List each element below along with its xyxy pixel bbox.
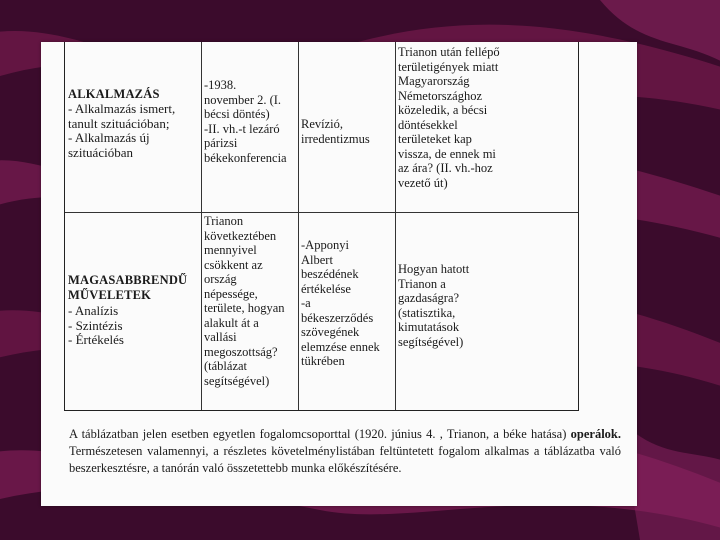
explanatory-note [69,426,621,477]
row1-concepts: Revízió, irredentizmus [301,117,370,146]
row-divider [65,212,578,213]
column-divider [201,42,202,410]
column-divider [298,42,299,410]
row1-question: Trianon után fellépő területigények miatt Magyarország Németországhoz közeledik, a bécsi döntésekkel területeket kap vissza, de ennek mi az ára? (II. vh.-hoz vezető út) [398,45,500,190]
row2-title: MAGASABBRENDŰ MŰVELETEK [68,273,188,302]
note-text-1: A táblázatban jelen esetben egyetlen fogalomcsoporttal (1920. június 4. , Trianon, a béke hatása) [69,427,571,441]
scanned-document-page [41,42,637,506]
row2-task: Trianon következtében mennyivel csökkent az ország népessége, területe, hogyan alakult át a vallási megoszottság? (táblázat segítségével) [204,214,285,388]
competency-table [64,42,579,411]
row2-skills: - Analízis - Szintézis - Értékelés [68,303,124,347]
row1-events: -1938. november 2. (I. bécsi döntés) -II. vh.-t lezáró párizsi békekonferencia [204,78,287,165]
row1-title: ALKALMAZÁS [68,87,160,101]
note-emphasis: operálok. [570,427,621,441]
column-divider [395,42,396,410]
note-text-2: Természetesen valamennyi, a részletes követelménylistában feltüntetett fogalom alkalmas a táblázatba való beszerkesztésre, a tanórán való összetettebb munka előkészítésére. [69,444,621,475]
row2-concepts: -Apponyi Albert beszédének értékelése -a békeszerződés szövegének elemzése ennek tükrében [301,238,380,368]
row1-skills: - Alkalmazás ismert, tanult szituációban; - Alkalmazás új szituációban [68,101,176,160]
row2-question: Hogyan hatott Trianon a gazdaságra? (statisztika, kimutatások segítségével) [398,262,470,349]
